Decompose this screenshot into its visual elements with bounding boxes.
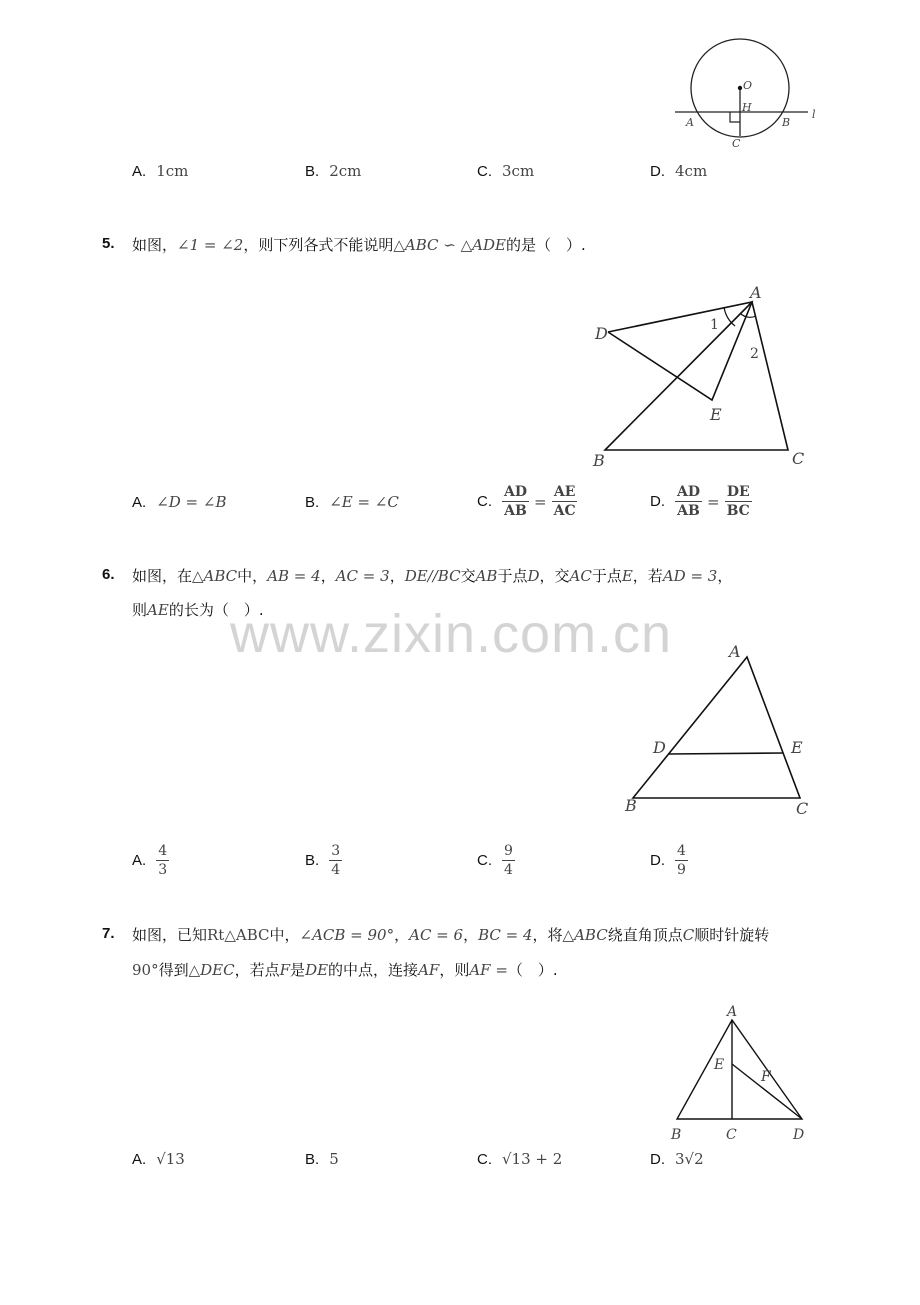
q4-label-b: B <box>782 116 791 129</box>
q6-stem-line1: 如图，在△ABC中，AB = 4，AC = 3，DE//BC交AB于点D，交AC于点E，若AD = 3， <box>132 567 733 585</box>
q5-label-d: D <box>595 324 608 343</box>
q5-label-a: A <box>750 283 762 302</box>
q7-label-a: A <box>727 1004 738 1020</box>
q6-option-d[interactable]: D. $\frac{4}{9}$ <box>650 843 686 878</box>
q5-option-a[interactable]: A. ∠D = ∠B <box>132 493 227 511</box>
q5-number: 5. <box>102 235 115 252</box>
q5-option-d[interactable]: D. $\frac{AD}{AB}$ = $\frac{DE}{BC}$ <box>650 484 750 519</box>
q5-d-frac-2: $\frac{DE}{BC}$ <box>726 484 750 519</box>
q4-option-a[interactable]: A. 1cm <box>132 162 189 180</box>
q4-option-c[interactable]: C. 3cm <box>477 162 535 180</box>
q5-figure <box>590 280 815 470</box>
q6-label-d: D <box>653 738 666 757</box>
q4-label-o: O <box>743 79 753 92</box>
q5-d-frac-1: $\frac{AD}{AB}$ <box>677 484 701 519</box>
q6-stem-line2: 则AE的长为（ ）. <box>132 601 264 619</box>
q7-label-f: F <box>761 1069 771 1085</box>
q5-label-b: B <box>593 451 605 470</box>
q6-label-c: C <box>796 799 809 818</box>
q4-label-a: A <box>686 116 694 129</box>
q6-label-b: B <box>625 796 637 815</box>
q5-c-frac-2: $\frac{AE}{AC}$ <box>553 484 576 519</box>
q5-option-b[interactable]: B. ∠E = ∠C <box>305 493 399 511</box>
q5-label-e: E <box>710 405 722 424</box>
q5-stem: 如图，∠1 = ∠2，则下列各式不能说明△ABC ∽ △ADE的是（ ）. <box>132 236 586 254</box>
q7-number: 7. <box>102 925 115 942</box>
q4-label-l: l <box>812 108 816 121</box>
q4-option-d[interactable]: D. 4cm <box>650 162 708 180</box>
q7-stem-line2: 90°得到△DEC，若点F是DE的中点，连接AF，则AF =（ ）. <box>132 961 558 979</box>
q7-option-c[interactable]: C. √13 + 2 <box>477 1150 563 1168</box>
q7-option-a[interactable]: A. √13 <box>132 1150 185 1168</box>
q7-figure <box>660 1000 820 1150</box>
q4-circle-figure <box>670 30 830 155</box>
q6-option-b[interactable]: B. $\frac{3}{4}$ <box>305 843 341 878</box>
q6-number: 6. <box>102 566 115 583</box>
q7-stem-line1: 如图，已知Rt△ABC中，∠ACB = 90°，AC = 6，BC = 4，将△ABC绕直角顶点C顺时针旋转 <box>132 926 770 944</box>
q4-label-h: H <box>742 101 752 114</box>
q6-figure <box>620 640 815 820</box>
q6-option-a[interactable]: A. $\frac{4}{3}$ <box>132 843 168 878</box>
q6-label-e: E <box>791 738 803 757</box>
q7-label-d: D <box>793 1127 805 1143</box>
q7-option-b[interactable]: B. 5 <box>305 1150 339 1168</box>
q4-label-c: C <box>732 137 741 150</box>
q5-label-c: C <box>792 449 805 468</box>
q4-option-b[interactable]: B. 2cm <box>305 162 362 180</box>
watermark: www.zixin.com.cn <box>230 604 673 664</box>
q7-label-b: B <box>671 1127 682 1143</box>
q5-option-c[interactable]: C. $\frac{AD}{AB}$ = $\frac{AE}{AC}$ <box>477 484 576 519</box>
q5-angle-2: 2 <box>750 346 759 362</box>
q7-option-d[interactable]: D. 3√2 <box>650 1150 704 1168</box>
q5-c-frac-1: $\frac{AD}{AB}$ <box>504 484 528 519</box>
q7-label-e: E <box>714 1057 725 1073</box>
q6-label-a: A <box>729 642 741 661</box>
q7-label-c: C <box>726 1127 737 1143</box>
q6-option-c[interactable]: C. $\frac{9}{4}$ <box>477 843 513 878</box>
q5-angle-1: 1 <box>710 317 719 333</box>
